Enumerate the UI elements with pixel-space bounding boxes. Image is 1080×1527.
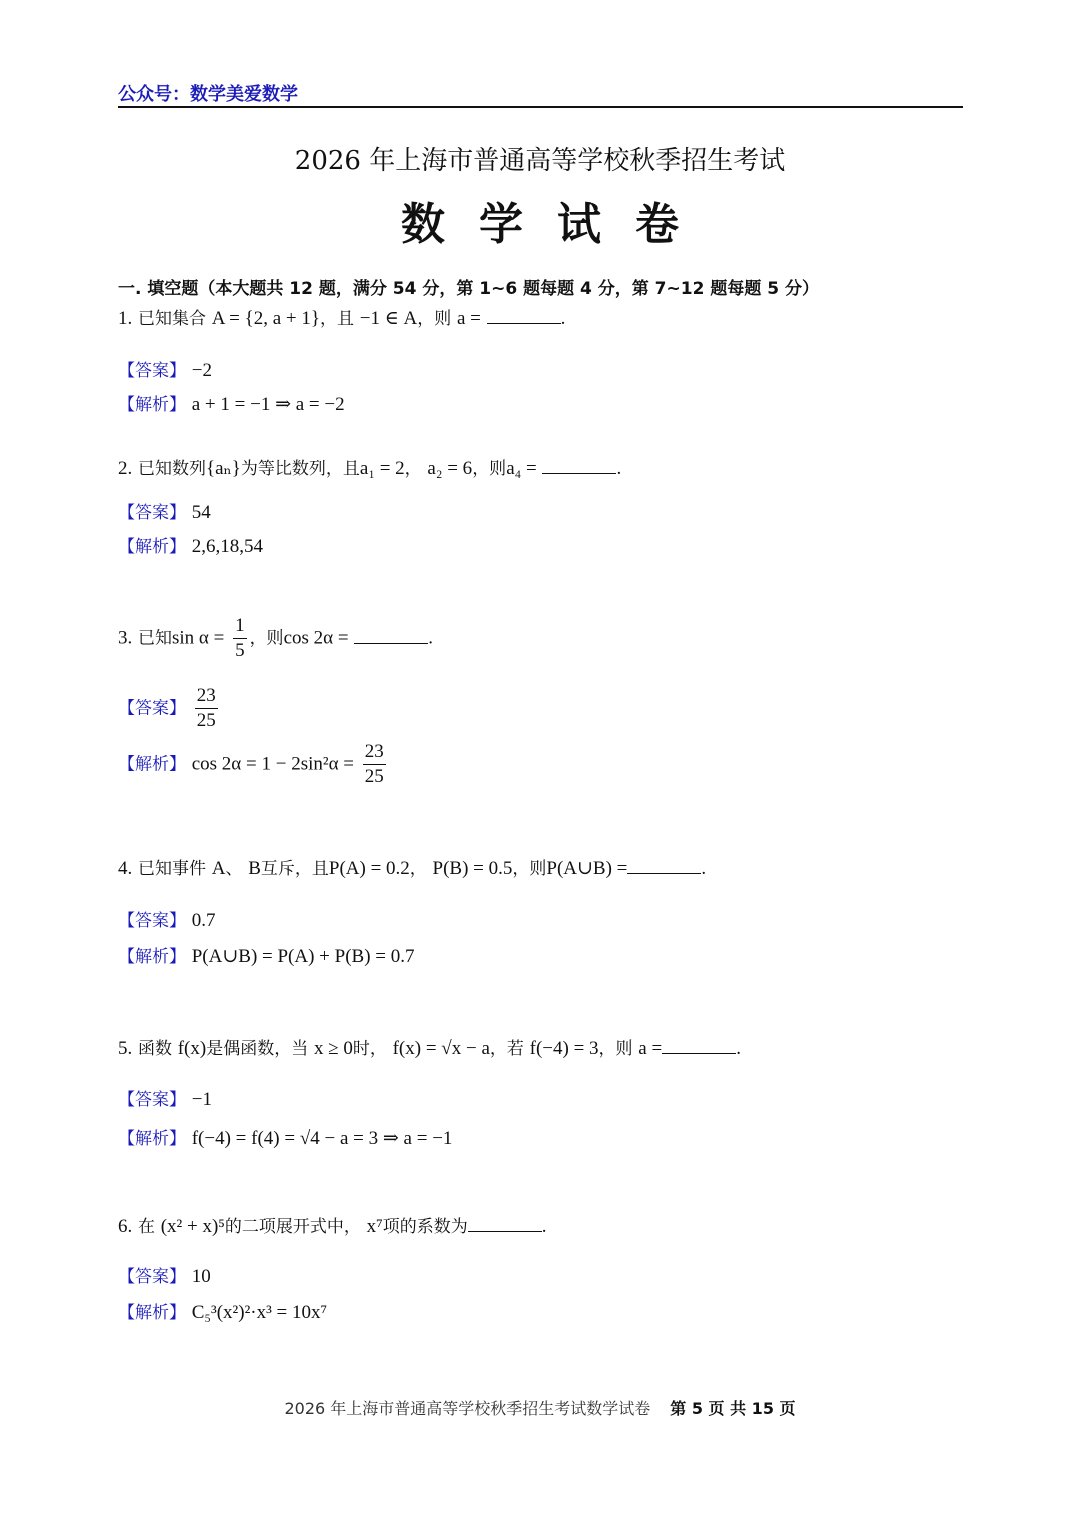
question-4: [118, 854, 706, 880]
question-text: ，则: [512, 859, 547, 879]
math-expression: sin α =: [171, 627, 225, 649]
analysis-4: [118, 942, 415, 968]
math-expression: f(x): [177, 1038, 207, 1059]
question-number: 3.: [118, 627, 133, 649]
question-text: 在: [137, 1217, 155, 1237]
answer-value: 54: [191, 502, 211, 523]
period: .: [560, 308, 566, 329]
answer-blank: [662, 1039, 736, 1054]
analysis-value: cos 2α = 1 − 2sin²α =: [191, 753, 354, 775]
question-1: [118, 304, 565, 330]
exam-title: 2026 年上海市普通高等学校秋季招生考试: [294, 146, 786, 176]
header-channel: 公众号：数学美爱数学: [118, 84, 298, 105]
math-expression: a₂ = 6: [427, 458, 473, 479]
math-expression: cos 2α =: [283, 627, 349, 649]
question-number: 4.: [118, 858, 133, 879]
question-text: 项的系数为: [382, 1217, 468, 1237]
denominator: 25: [196, 710, 216, 731]
answer-blank: [487, 309, 561, 324]
numerator: 23: [195, 684, 218, 709]
math-expression: (x² + x)⁵: [160, 1216, 225, 1237]
fraction: [233, 614, 247, 663]
analysis-label: 【解析】: [118, 947, 186, 967]
math-expression: A: [211, 858, 226, 879]
question-2: [118, 454, 621, 480]
answer-blank: [542, 459, 616, 474]
exam-subject: 数学试卷: [401, 199, 713, 250]
math-expression: P(A∪B) =: [546, 858, 628, 879]
math-expression: a₄ =: [506, 458, 537, 479]
math-expression: f(x) = √x − a: [392, 1038, 490, 1059]
math-expression: {aₙ}: [205, 458, 241, 479]
analysis-label: 【解析】: [118, 1303, 186, 1323]
question-5: [118, 1034, 741, 1060]
header-rule: [118, 106, 963, 108]
period: .: [428, 627, 434, 649]
answer-value: 0.7: [191, 910, 216, 931]
math-expression: B: [248, 858, 261, 879]
question-text: 时，: [352, 1039, 387, 1059]
answer-fraction: [195, 684, 218, 733]
answer-label: 【答案】: [118, 698, 186, 719]
answer-label: 【答案】: [118, 503, 186, 523]
period: .: [541, 1216, 547, 1237]
math-expression: x⁷: [366, 1216, 383, 1237]
analysis-2: [118, 532, 263, 558]
math-expression: −1 ∈ A: [359, 308, 418, 329]
question-number: 1.: [118, 308, 133, 329]
answer-label: 【答案】: [118, 911, 186, 931]
analysis-5: [118, 1124, 452, 1150]
analysis-value: f(−4) = f(4) = √4 − a = 3 ⇒ a = −1: [191, 1128, 453, 1149]
answer-blank: [354, 629, 428, 644]
analysis-3: [118, 740, 389, 789]
question-text: 为等比数列，且: [240, 459, 360, 479]
section-heading: 一. 填空题（本大题共 12 题，满分 54 分，第 1~6 题每题 4 分，第 7~12 题每题 5 分）: [118, 279, 819, 299]
analysis-value: 2,6,18,54: [191, 536, 263, 557]
answer-2: [118, 498, 211, 524]
answer-5: [118, 1085, 212, 1111]
math-expression: f(−4) = 3: [529, 1038, 599, 1059]
question-text: ，则: [249, 628, 284, 649]
math-expression: x ≥ 0: [313, 1038, 353, 1059]
period: .: [736, 1038, 741, 1059]
math-expression: A = {2, a + 1}: [211, 308, 320, 329]
math-expression: P(B) = 0.5: [432, 858, 513, 879]
question-text: 的二项展开式中，: [224, 1217, 361, 1237]
question-6: [118, 1212, 547, 1238]
page-footer: [0, 1396, 1080, 1419]
analysis-value: a + 1 = −1 ⇒ a = −2: [191, 394, 345, 415]
analysis-label: 【解析】: [118, 1129, 186, 1149]
analysis-1: [118, 390, 345, 416]
question-text: 已知: [137, 628, 172, 649]
analysis-label: 【解析】: [118, 395, 186, 415]
question-text: ，若: [489, 1039, 524, 1059]
question-3: [118, 614, 433, 663]
answer-label: 【答案】: [118, 1090, 186, 1110]
question-number: 6.: [118, 1216, 133, 1237]
question-text: ，: [404, 459, 422, 479]
math-expression: P(A) = 0.2: [328, 858, 410, 879]
footer-text: 2026 年上海市普通高等学校秋季招生考试数学试卷: [284, 1399, 651, 1418]
analysis-6: [118, 1298, 327, 1324]
numerator: 23: [363, 740, 386, 765]
analysis-label: 【解析】: [118, 754, 186, 775]
analysis-label: 【解析】: [118, 537, 186, 557]
answer-blank: [468, 1217, 542, 1232]
denominator: 5: [235, 640, 245, 661]
answer-6: [118, 1262, 211, 1288]
period: .: [616, 458, 622, 479]
period: .: [701, 858, 707, 879]
question-text: ，且: [320, 309, 354, 329]
numerator: 1: [233, 614, 247, 639]
question-text: 、: [225, 859, 243, 879]
math-expression: a =: [638, 1038, 663, 1059]
answer-label: 【答案】: [118, 1267, 186, 1287]
answer-value: −2: [191, 360, 212, 381]
question-text: 已知事件: [137, 859, 206, 879]
answer-blank: [627, 859, 701, 874]
answer-value: 10: [191, 1266, 211, 1287]
analysis-value: C₅³(x²)²·x³ = 10x⁷: [191, 1302, 328, 1323]
question-text: 已知数列: [137, 459, 206, 479]
analysis-fraction: [363, 740, 386, 789]
question-text: ，则: [472, 459, 507, 479]
question-text: ，则: [417, 309, 452, 329]
math-expression: a =: [456, 308, 481, 329]
math-expression: a₁ = 2: [359, 458, 405, 479]
answer-label: 【答案】: [118, 361, 186, 381]
question-number: 5.: [118, 1038, 133, 1059]
question-text: ，: [409, 859, 427, 879]
denominator: 25: [364, 766, 384, 787]
question-text: ，则: [598, 1039, 633, 1059]
answer-1: [118, 356, 212, 382]
answer-value: −1: [191, 1089, 212, 1110]
answer-3: [118, 684, 221, 733]
question-text: 互斥，且: [260, 859, 329, 879]
question-text: 是偶函数，当: [206, 1039, 309, 1059]
page-number: 第 5 页 共 15 页: [670, 1399, 796, 1418]
question-number: 2.: [118, 458, 133, 479]
analysis-value: P(A∪B) = P(A) + P(B) = 0.7: [191, 946, 415, 967]
question-text: 函数: [137, 1039, 172, 1059]
question-text: 已知集合: [137, 309, 206, 329]
answer-4: [118, 906, 215, 932]
